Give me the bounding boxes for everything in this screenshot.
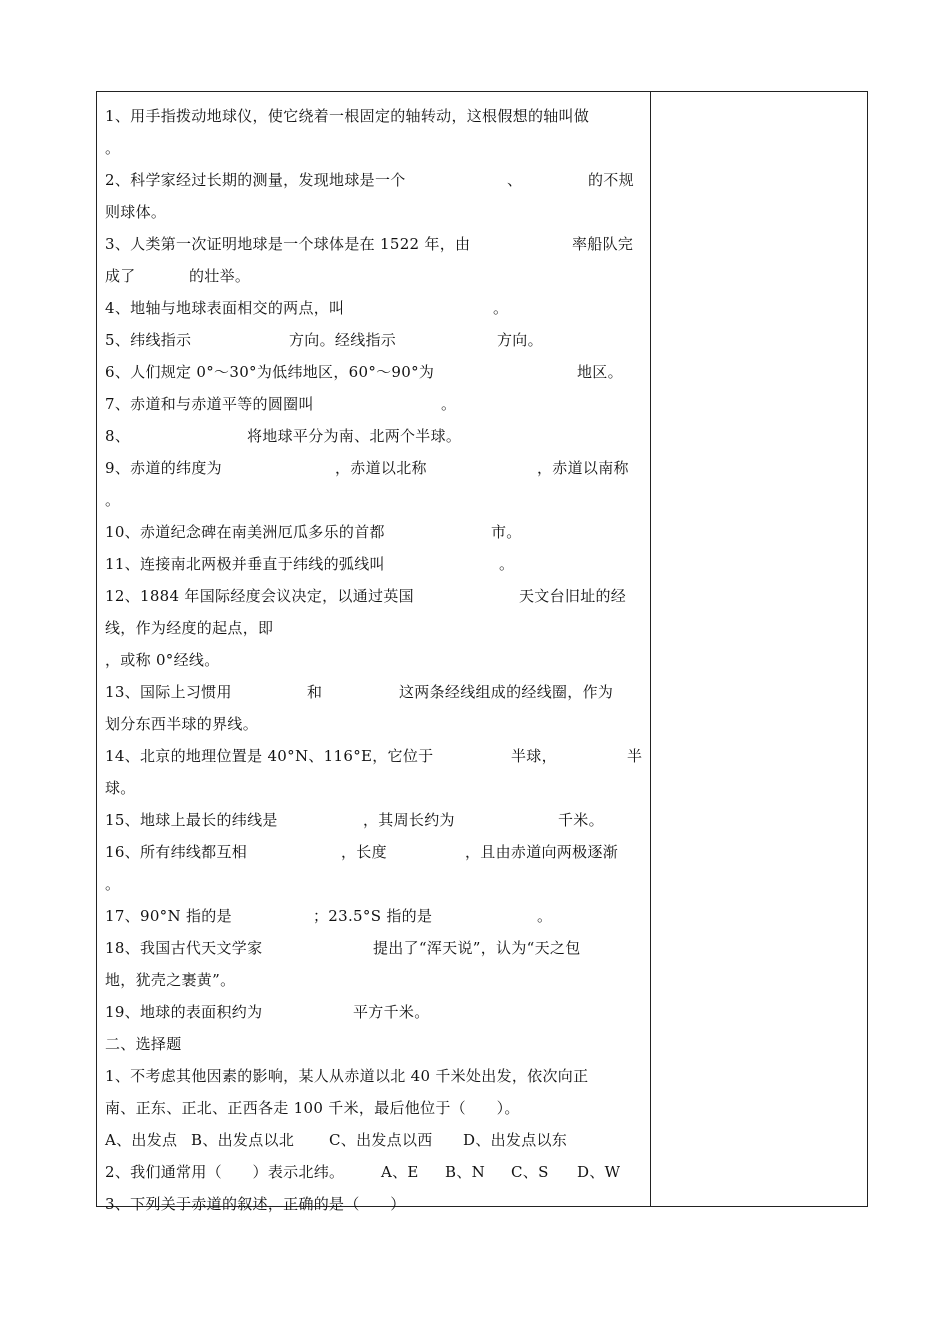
q9-end: 。 xyxy=(105,491,121,509)
c3-line xyxy=(105,1188,641,1220)
q14-line1 xyxy=(105,740,641,772)
q1-end: 。 xyxy=(105,139,121,157)
q18-line2 xyxy=(105,964,641,996)
q3-end: 的壮举。 xyxy=(189,267,251,285)
c2-option-c: C、S xyxy=(511,1163,549,1181)
q1-line1 xyxy=(105,100,641,132)
q12-end: ，或称 0°经线。 xyxy=(105,651,220,669)
q11-line xyxy=(105,548,641,580)
q7-line xyxy=(105,388,641,420)
q17-end: 。 xyxy=(537,907,553,925)
q17-text: 17、90°N 指的是 xyxy=(105,907,232,925)
q6-text: 6、人们规定 0°～30°为低纬地区，60°～90°为 xyxy=(105,363,435,381)
c2-option-a: A、E xyxy=(381,1163,419,1181)
q3-text: 3、人类第一次证明地球是一个球体是在 1522 年，由 xyxy=(105,235,471,253)
q10-line xyxy=(105,516,641,548)
q9-line1 xyxy=(105,452,641,484)
q19-line xyxy=(105,996,641,1028)
q13-line2 xyxy=(105,708,641,740)
q16-line2 xyxy=(105,868,641,900)
c1-text: 1、不考虑其他因素的影响，某人从赤道以北 40 千米处出发，依次向正 xyxy=(105,1067,589,1085)
c1-line1 xyxy=(105,1060,641,1092)
q13-line1 xyxy=(105,676,641,708)
c1-options xyxy=(105,1124,641,1156)
q14-cont: 半 xyxy=(627,747,643,765)
q14-end: 球。 xyxy=(105,779,136,797)
q9-cont: ，赤道以南称 xyxy=(537,459,629,477)
q7-end: 。 xyxy=(441,395,457,413)
q16-end: 。 xyxy=(105,875,121,893)
q15-line xyxy=(105,804,641,836)
c1-option-c: C、出发点以西 xyxy=(329,1131,433,1149)
q2-text: 2、科学家经过长期的测量，发现地球是一个 xyxy=(105,171,406,189)
c2-option-d: D、W xyxy=(577,1163,621,1181)
section-title: 二、选择题 xyxy=(105,1035,182,1053)
q14-line2 xyxy=(105,772,641,804)
q18-cont: 提出了“浑天说”，认为“天之包 xyxy=(373,939,581,957)
q19-end: 平方千米。 xyxy=(353,1003,430,1021)
q17-mid: ；23.5°S 指的是 xyxy=(313,907,433,925)
worksheet-table xyxy=(96,91,868,1213)
q15-end: 千米。 xyxy=(558,811,604,829)
q12-c: 线，作为经度的起点，即 xyxy=(105,619,274,637)
q10-end: 市。 xyxy=(491,523,522,541)
q3-line1 xyxy=(105,228,641,260)
q9-text: 9、赤道的纬度为 xyxy=(105,459,222,477)
q8-line xyxy=(105,420,641,452)
q11-end: 。 xyxy=(499,555,515,573)
questions-column xyxy=(105,100,641,1220)
c1-option-b: B、出发点以北 xyxy=(191,1131,295,1149)
q18-line1 xyxy=(105,932,641,964)
q18-text: 18、我国古代天文学家 xyxy=(105,939,263,957)
q6-line xyxy=(105,356,641,388)
q16-text: 16、所有纬线都互相 xyxy=(105,843,248,861)
c1-line2 xyxy=(105,1092,641,1124)
q13-and: 和 xyxy=(307,683,323,701)
q2-line1 xyxy=(105,164,641,196)
c1-option-a: A、出发点 xyxy=(105,1131,178,1149)
q2-cont: 的不规 xyxy=(588,171,634,189)
column-divider xyxy=(650,92,651,1206)
q3-cont: 率船队完 xyxy=(572,235,634,253)
q1-text: 1、用手指拨动地球仪，使它绕着一根固定的轴转动，这根假想的轴叫做 xyxy=(105,107,590,125)
q5-text: 5、纬线指示 xyxy=(105,331,192,349)
q5-line xyxy=(105,324,641,356)
q16-mid: ，长度 xyxy=(341,843,387,861)
c1-option-d: D、出发点以东 xyxy=(463,1131,568,1149)
q13-cont: 这两条经线组成的经线圈，作为 xyxy=(399,683,614,701)
q8-text: 将地球平分为南、北两个半球。 xyxy=(247,427,462,445)
c2-line xyxy=(105,1156,641,1188)
section2-title-line xyxy=(105,1028,641,1060)
q9-mid: ，赤道以北称 xyxy=(335,459,427,477)
q3-line2 xyxy=(105,260,641,292)
q4-end: 。 xyxy=(493,299,509,317)
q14-text: 14、北京的地理位置是 40°N、116°E，它位于 xyxy=(105,747,434,765)
q12-line3 xyxy=(105,644,641,676)
q15-text: 15、地球上最长的纬线是 xyxy=(105,811,278,829)
q5-end: 方向。 xyxy=(497,331,543,349)
q15-mid: ，其周长约为 xyxy=(363,811,455,829)
q1-line2 xyxy=(105,132,641,164)
c2-text: 2、我们通常用（ ）表示北纬。 xyxy=(105,1163,345,1181)
q10-text: 10、赤道纪念碑在南美洲厄瓜多乐的首都 xyxy=(105,523,385,541)
q3-c: 成了 xyxy=(105,267,136,285)
c1-text-cont: 南、正东、正北、正西各走 100 千米，最后他位于（ ）。 xyxy=(105,1099,520,1117)
q2-line2 xyxy=(105,196,641,228)
c2-option-b: B、N xyxy=(445,1163,486,1181)
q12-text: 12、1884 年国际经度会议决定，以通过英国 xyxy=(105,587,414,605)
q12-cont: 天文台旧址的经 xyxy=(519,587,627,605)
c3-text: 3、下列关于赤道的叙述，正确的是（ ） xyxy=(105,1195,406,1213)
q2-sep: 、 xyxy=(507,171,523,189)
q16-line1 xyxy=(105,836,641,868)
q14-mid: 半球， xyxy=(511,747,557,765)
q13-text: 13、国际上习惯用 xyxy=(105,683,232,701)
q19-text: 19、地球的表面积约为 xyxy=(105,1003,263,1021)
q5-mid: 方向。经线指示 xyxy=(289,331,397,349)
q4-text: 4、地轴与地球表面相交的两点，叫 xyxy=(105,299,345,317)
q17-line xyxy=(105,900,641,932)
q4-line xyxy=(105,292,641,324)
q9-line2 xyxy=(105,484,641,516)
q2-end: 则球体。 xyxy=(105,203,167,221)
q16-cont: ，且由赤道向两极逐渐 xyxy=(465,843,619,861)
q6-end: 地区。 xyxy=(577,363,623,381)
q11-text: 11、连接南北两极并垂直于纬线的弧线叫 xyxy=(105,555,385,573)
q12-line1 xyxy=(105,580,641,612)
q12-line2 xyxy=(105,612,641,644)
q18-end: 地，犹壳之裹黄”。 xyxy=(105,971,236,989)
q13-end: 划分东西半球的界线。 xyxy=(105,715,259,733)
q7-text: 7、赤道和与赤道平等的圆圈叫 xyxy=(105,395,314,413)
q8-num: 8、 xyxy=(105,427,131,445)
